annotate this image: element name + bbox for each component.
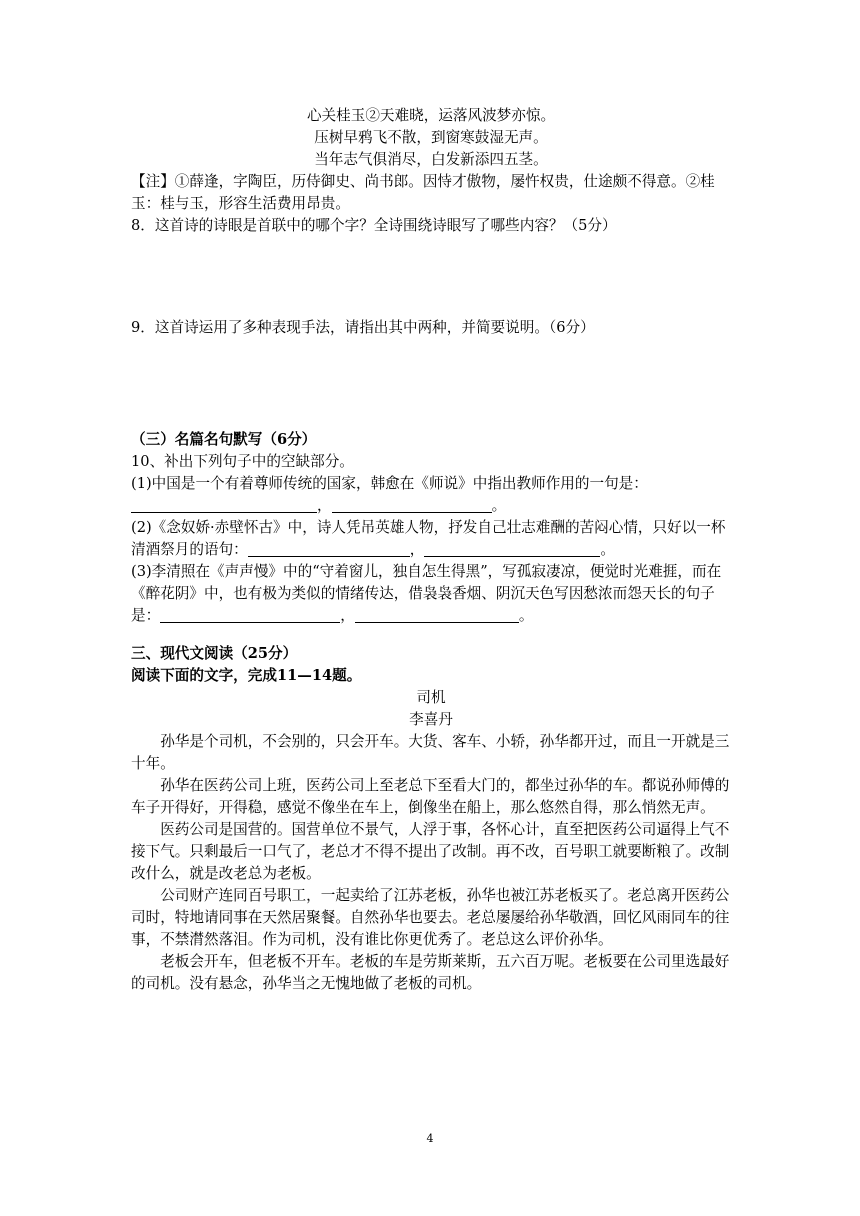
reading-instruction: 阅读下面的文字，完成11—14题。 xyxy=(131,667,362,684)
article-author: 李喜丹 xyxy=(409,711,453,728)
article-paragraph: 医药公司是国营的。国营单位不景气，人浮于事，各怀心计，直至把医药公司逼得上气不接下气。只剩最后一口气了，老总才不得不提出了改制。再不改，百号职工就要断粮了。改制改什么，就是改老总为老板。 xyxy=(131,821,730,882)
fill-blank[interactable] xyxy=(160,606,340,623)
page-content xyxy=(131,105,731,995)
section-heading: 三、现代文阅读（25分） xyxy=(131,645,298,662)
fill-item-2 xyxy=(131,517,731,561)
answer-space xyxy=(131,237,731,317)
fill-item-3-text: (3)李清照在《声声慢》中的“守着窗儿，独自怎生得黑”，写孤寂凄凉，便觉时光难捱，而在《醉花阴》中，也有极为类似的情绪传达，借袅袅香烟、阴沉天色写因愁浓而怨天长的句子是： xyxy=(131,563,722,624)
article-paragraph: 公司财产连同百号职工，一起卖给了江苏老板，孙华也被江苏老板买了。老总离开医药公司时，特地请同事在天然居聚餐。自然孙华也要去。老总屡屡给孙华敬酒，回忆风雨同车的往事，不禁潸然落泪。作为司机，没有谁比你更优秀了。老总这么评价孙华。 xyxy=(131,887,730,948)
fill-item-3 xyxy=(131,561,731,627)
poem-line: 心关桂玉②天难晓，运落风波梦亦惊。 xyxy=(306,107,556,124)
poem-line: 压树早鸦飞不散，到窗寒鼓湿无声。 xyxy=(314,129,548,146)
fill-item-1-text: (1)中国是一个有着尊师传统的国家，韩愈在《师说》中指出教师作用的一句是： xyxy=(131,475,648,492)
article-paragraph: 孙华是个司机，不会别的，只会开车。大货、客车、小轿，孙华都开过，而且一开就是三十年。 xyxy=(131,733,730,772)
article-paragraph: 老板会开车，但老板不开车。老板的车是劳斯莱斯，五六百万呢。老板要在公司里选最好的司机。没有悬念，孙华当之无愧地做了老板的司机。 xyxy=(131,953,730,992)
section-heading: （三）名篇名句默写（6分） xyxy=(131,431,317,448)
answer-space xyxy=(131,339,731,429)
fill-blank[interactable] xyxy=(332,496,492,513)
question-9: 9．这首诗运用了多种表现手法，请指出其中两种，并简要说明。（6分） xyxy=(131,319,595,336)
question-8: 8．这首诗的诗眼是首联中的哪个字？全诗围绕诗眼写了哪些内容？（5分） xyxy=(131,217,617,234)
poem-note: 【注】①薛逢，字陶臣，历侍御史、尚书郎。因恃才傲物，屡忤权贵，仕途颇不得意。②桂玉：桂与玉，形容生活费用昂贵。 xyxy=(131,173,715,212)
punctuation: 。 xyxy=(518,607,534,624)
article-paragraph: 孙华在医药公司上班，医药公司上至老总下至看大门的，都坐过孙华的车。都说孙师傅的车子开得好，开得稳，感觉不像坐在车上，倒像坐在船上，那么悠然自得，那么悄然无声。 xyxy=(131,777,730,816)
punctuation: ， xyxy=(340,607,355,624)
punctuation: 。 xyxy=(600,541,615,558)
question-10: 10、补出下列句子中的空缺部分。 xyxy=(131,453,354,470)
spacer xyxy=(131,627,731,643)
punctuation: 。 xyxy=(491,497,507,514)
punctuation: ， xyxy=(409,541,425,558)
fill-blank[interactable] xyxy=(424,540,600,557)
fill-item-1 xyxy=(131,473,731,517)
article-title: 司机 xyxy=(416,689,446,706)
fill-item-2-text: (2)《念奴娇·赤壁怀古》中，诗人凭吊英雄人物，抒发自己壮志难酬的苦闷心情，只好以一杯清酒祭月的语句： xyxy=(131,519,726,558)
page-number: 4 xyxy=(426,1132,434,1145)
fill-blank[interactable] xyxy=(248,540,410,557)
poem-line: 当年志气俱消尽，白发新添四五茎。 xyxy=(314,151,548,168)
punctuation: ， xyxy=(317,497,332,514)
fill-blank[interactable] xyxy=(355,606,519,623)
fill-blank[interactable] xyxy=(131,496,317,513)
